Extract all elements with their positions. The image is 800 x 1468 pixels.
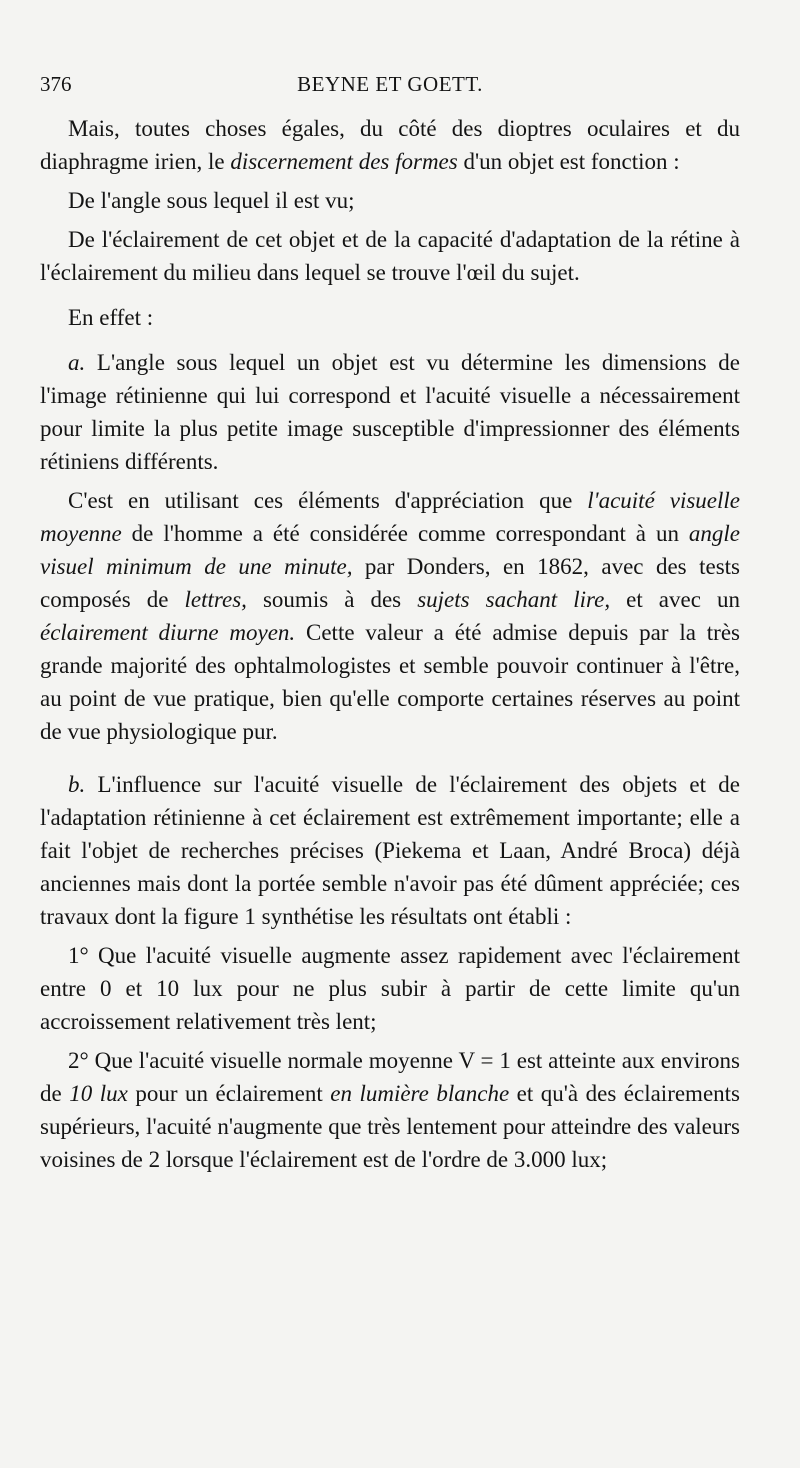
italic-text: angle visuel minimum de une minute, — [40, 521, 740, 579]
italic-text: a. — [68, 350, 86, 375]
text-run: L'influence sur l'acuité visuelle de l'éclairement des objets et de l'adaptation rétinienne à cet éclairement est extrêmement importante; elle a fait l'objet de recherches précises (Piekema et Laan, André Broca) déjà anciennes mais dont la portée semble n'avoir pas été dûment appréciée; ces travaux dont la figure 1 synthétise les résultats ont établi : — [40, 772, 740, 929]
italic-text: 10 lux — [69, 1081, 128, 1106]
paragraph — [40, 301, 740, 334]
text-run: de l'homme a été considérée comme correspondant à un — [121, 521, 689, 546]
italic-text: discernement des formes — [230, 149, 458, 174]
text-run: soumis à des — [246, 587, 418, 612]
text-run: pour un éclairement — [127, 1081, 331, 1106]
page — [40, 66, 740, 1176]
text-run: De l'angle sous lequel il est vu; — [68, 188, 355, 213]
text-run: 1° Que l'acuité visuelle augmente assez rapidement avec l'éclairement entre 0 et 10 lux pour ne plus subir à partir de cette limite qu'un accroissement relativement très lent; — [40, 943, 740, 1034]
paragraph — [40, 484, 740, 748]
italic-text: en lumière blanche — [330, 1081, 510, 1106]
text-run: Mais, toutes choses égales, du côté des dioptres oculaires et du diaphragme irien, le — [40, 116, 740, 174]
text-run: De l'éclairement de cet objet et de la capacité d'adaptation de la rétine à l'éclairement du milieu dans lequel se trouve l'œil du sujet. — [40, 227, 740, 285]
text-run: et qu'à des éclairements supérieurs, l'acuité n'augmente que très lentement pour atteindre des valeurs voisines de 2 lorsque l'éclairement est de l'ordre de 3.000 lux; — [40, 1081, 740, 1172]
italic-text: sujets sachant lire, — [417, 587, 611, 612]
text-run: d'un objet est fonction : — [457, 149, 680, 174]
italic-text: éclairement diurne moyen. — [40, 620, 296, 645]
paragraph — [40, 346, 740, 478]
paragraph — [40, 768, 740, 933]
paragraph — [40, 1044, 740, 1176]
body-text — [40, 112, 740, 1176]
italic-text: lettres, — [184, 587, 247, 612]
italic-text: l'acuité visuelle moyenne — [40, 488, 740, 546]
paragraph — [40, 112, 740, 178]
text-run: L'angle sous lequel un objet est vu détermine les dimensions de l'image rétinienne qui lui correspond et l'acuité visuelle a nécessairement pour limite la plus petite image susceptible d'impressionner des éléments rétiniens différents. — [40, 350, 740, 474]
text-run: Cette valeur a été admise depuis par la très grande majorité des ophtalmologistes et semble pouvoir continuer à l'être, au point de vue pratique, bien qu'elle comporte certaines réserves au point de vue physiologique pur. — [40, 620, 740, 744]
running-head: BEYNE ET GOETT. — [297, 72, 483, 96]
text-run: En effet : — [68, 305, 154, 330]
page-header — [40, 66, 740, 102]
italic-text: b. — [68, 772, 86, 797]
text-run: C'est en utilisant ces éléments d'appréciation que — [68, 488, 588, 513]
paragraph — [40, 184, 740, 217]
text-run: par Donders, en 1862, avec des tests composés de — [40, 554, 740, 612]
paragraph — [40, 939, 740, 1038]
text-run: 2° Que l'acuité visuelle normale moyenne V = 1 est atteinte aux environs de — [40, 1048, 740, 1106]
page-number: 376 — [40, 72, 72, 96]
text-run: et avec un — [610, 587, 740, 612]
paragraph — [40, 223, 740, 289]
